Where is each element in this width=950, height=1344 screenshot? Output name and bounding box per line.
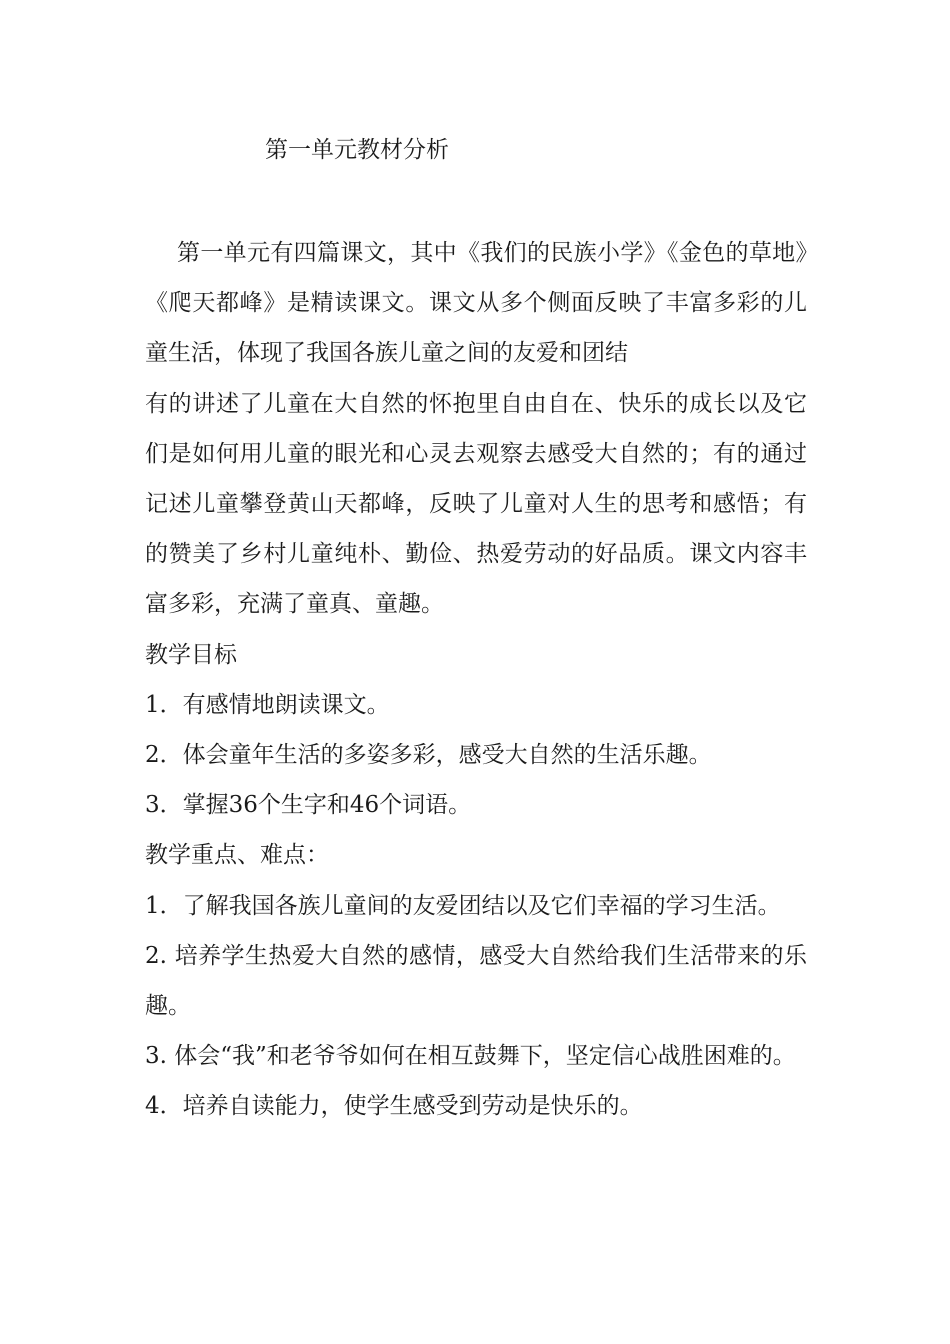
goal-item-1: 1．有感情地朗读课文。 xyxy=(145,691,390,718)
document-title: 第一单元教材分析 xyxy=(265,137,449,163)
focus-item-1: 1．了解我国各族儿童间的友爱团结以及它们幸福的学习生活。 xyxy=(145,892,781,919)
intro-paragraph-2: 有的讲述了儿童在大自然的怀抱里自由自在、快乐的成长以及它们是如何用儿童的眼光和心灵去观察去感受大自然的；有的通过记述儿童攀登黄山天都峰，反映了儿童对人生的思考和感悟；有的赞美了乡村儿童纯朴、勤俭、热爱劳动的好品质。课文内容丰富多彩，充满了童真、童趣。 xyxy=(145,390,807,618)
goal-item-2: 2．体会童年生活的多姿多彩，感受大自然的生活乐趣。 xyxy=(145,742,712,769)
focus-item-4: 4．培养自读能力，使学生感受到劳动是快乐的。 xyxy=(145,1093,643,1120)
focus-item-2: 2. 培养学生热爱大自然的感情，感受大自然给我们生活带来的乐趣。 xyxy=(145,942,807,1020)
intro-paragraph-1: 第一单元有四篇课文，其中《我们的民族小学》《金色的草地》《爬天都峰》是精读课文。课文从多个侧面反映了丰富多彩的儿童生活，体现了我国各族儿童之间的友爱和团结 xyxy=(145,240,807,367)
goals-heading: 教学目标 xyxy=(145,641,237,668)
goal-item-3: 3．掌握36个生字和46个词语。 xyxy=(145,792,472,819)
document-body xyxy=(145,228,807,1132)
focus-item-3: 3. 体会“我”和老爷爷如何在相互鼓舞下，坚定信心战胜困难的。 xyxy=(145,1043,796,1070)
focus-heading: 教学重点、难点： xyxy=(145,842,329,869)
